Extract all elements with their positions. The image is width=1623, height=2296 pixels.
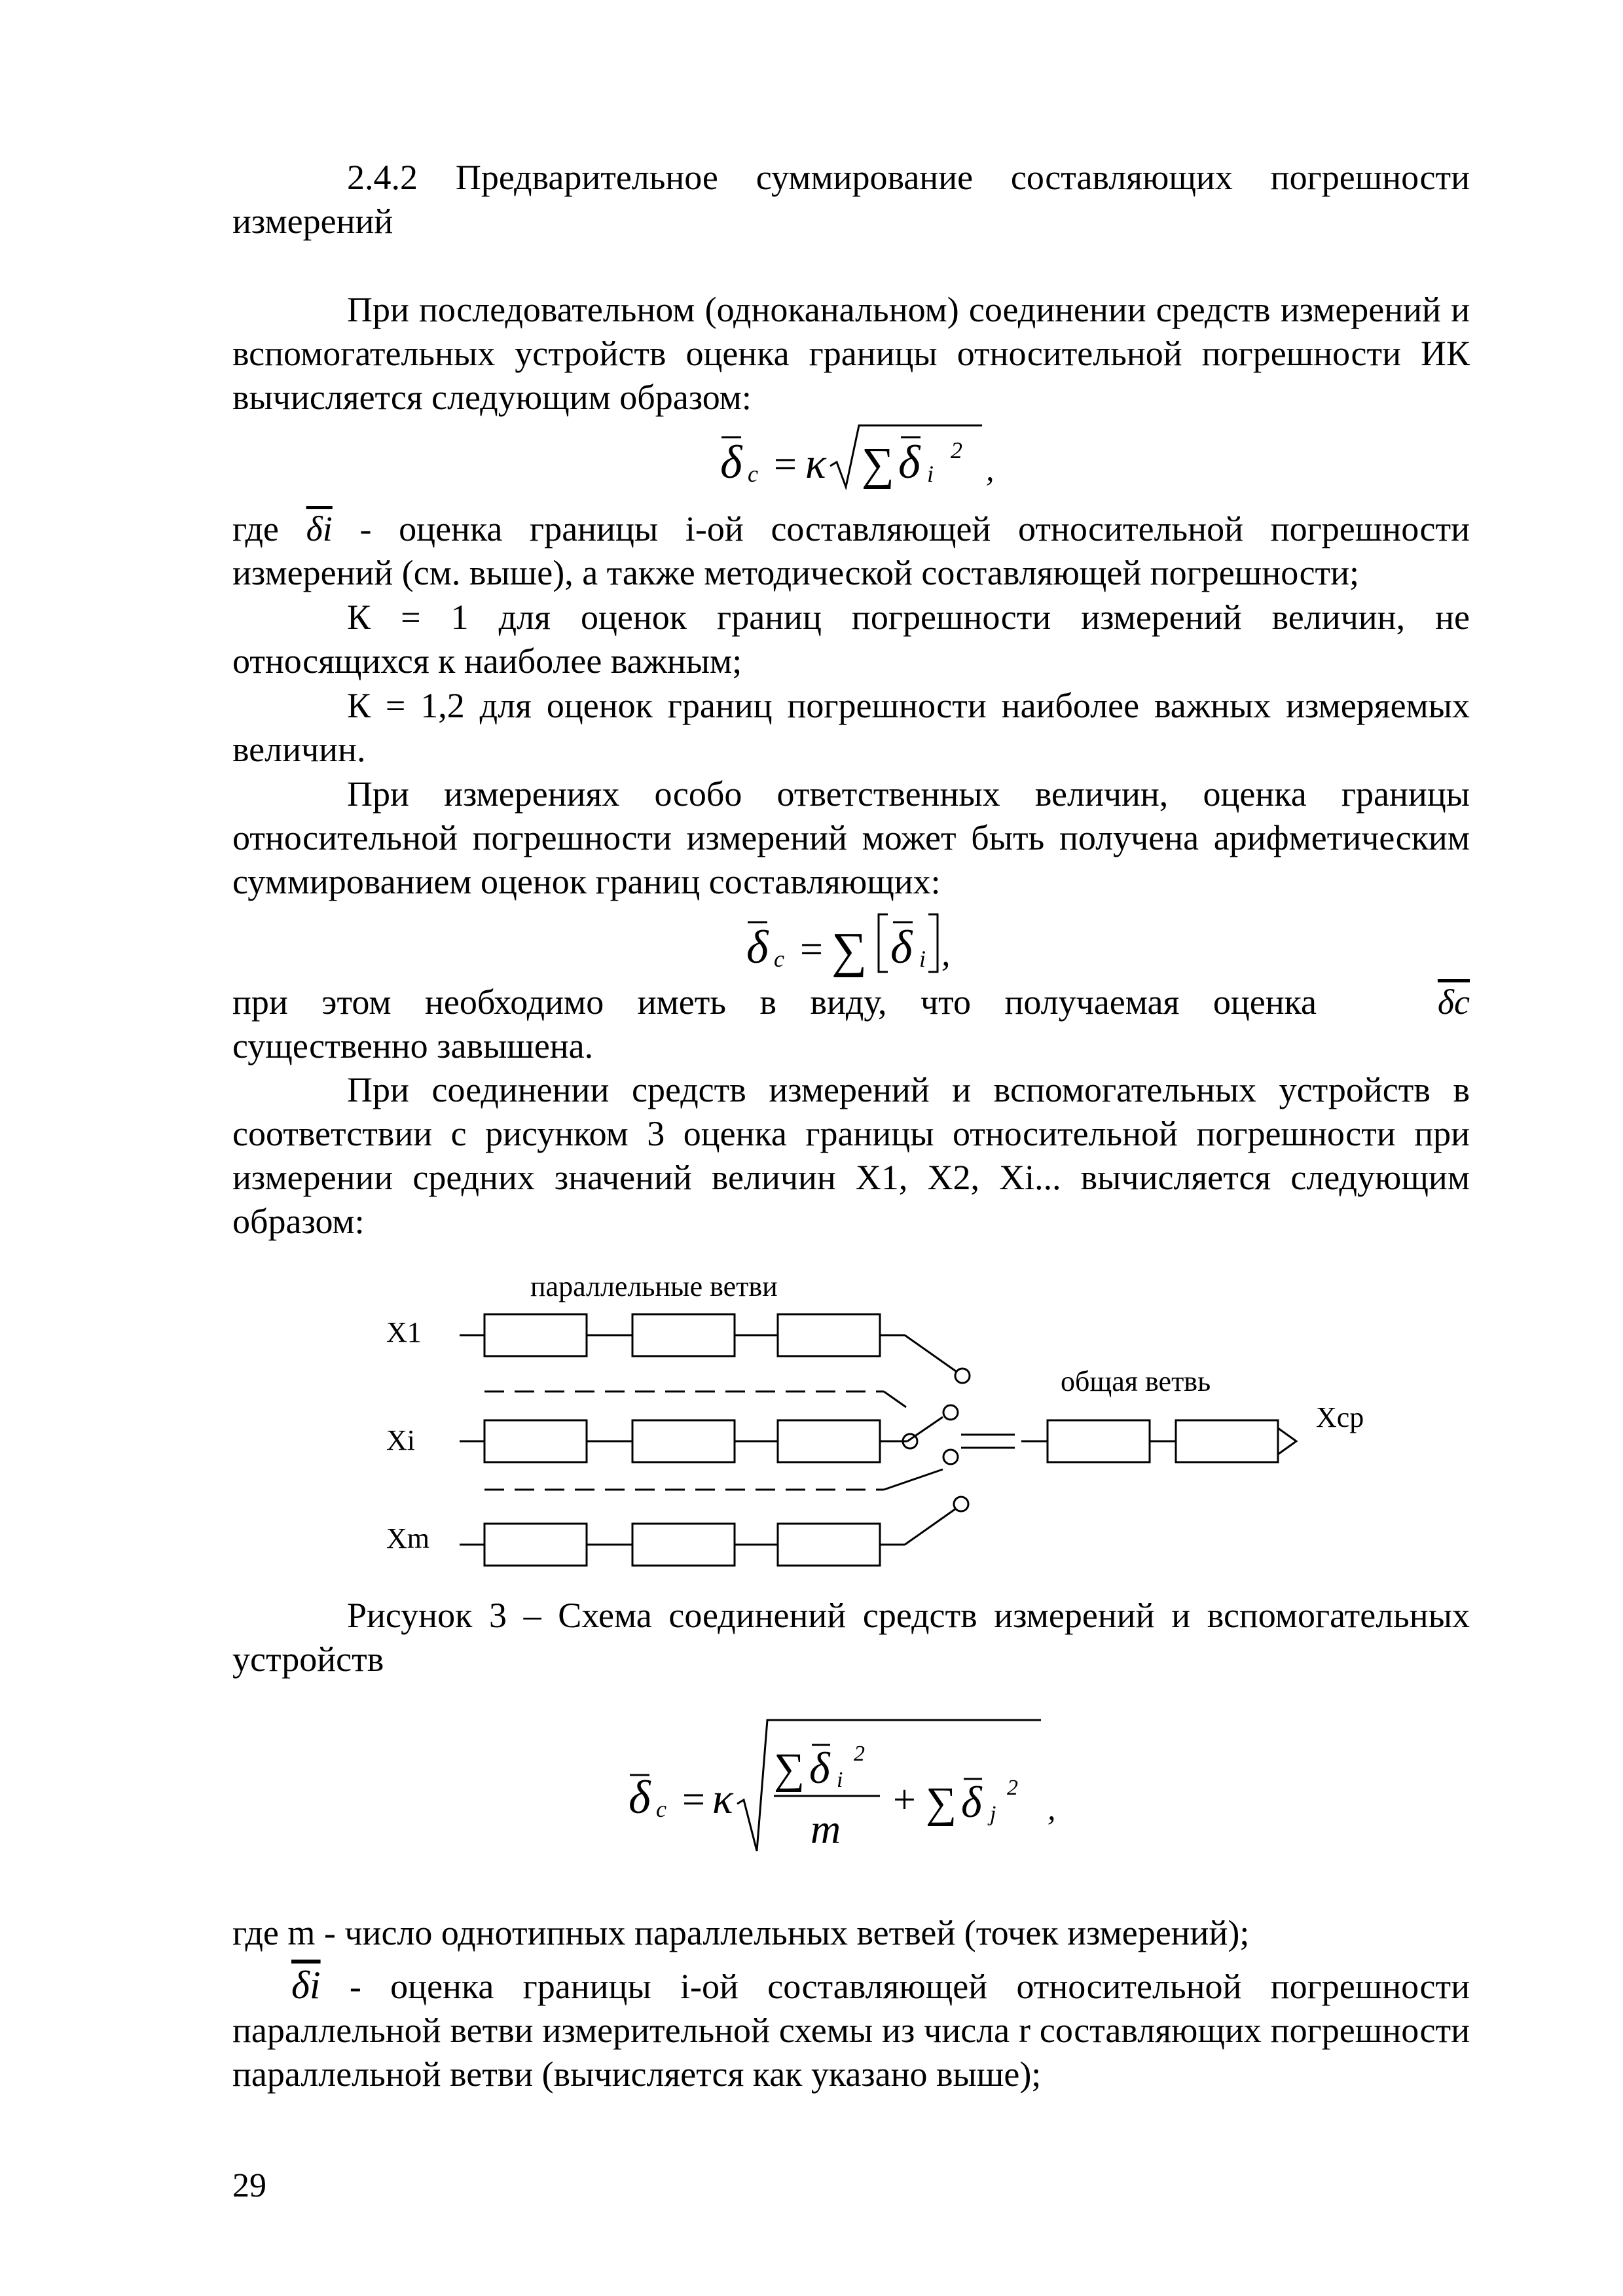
paragraph-overestimated: при этом необходимо иметь в виду, что получаемая оценка $\overline{\delta c}$ существенно завышена. [232, 982, 1470, 1066]
svg-text:c: c [656, 1796, 666, 1822]
svg-text:2: 2 [854, 1742, 865, 1766]
svg-text:∑: ∑ [774, 1745, 805, 1793]
k-equals-1: К = 1 для оценок границ погрешности измерений величин, не относящихся к наиболее важным; [232, 598, 1470, 681]
connection-diagram [367, 1257, 1414, 1577]
svg-text:δ: δ [746, 921, 769, 973]
paragraph-figure-ref: При соединении средств измерений и вспомогательных устройств в соответствии с рисунком 3 оценка границы относительной погрешности при измерении средних значений величин X1, X2, Xi... вычисляется следующим образом: [232, 1070, 1470, 1241]
formula-2 [733, 906, 1008, 978]
svg-text:+: + [890, 1778, 918, 1822]
diagram-graphic [367, 1257, 1414, 1577]
section-title: 2.4.2 Предварительное суммирование составляющих погрешности измерений [232, 158, 1470, 241]
paragraph-arithmetic: При измерениях особо ответственных величин, оценка границы относительной погрешности измерений может быть получена арифметическим суммированием оценок границ составляющих: [232, 774, 1470, 901]
svg-text:κ: κ [712, 1775, 733, 1823]
formula-1 [707, 419, 1074, 491]
svg-text:∑: ∑ [862, 439, 894, 490]
label-xi: Xi [386, 1424, 415, 1456]
label-x1: X1 [386, 1316, 422, 1348]
label-xm: Xm [386, 1522, 429, 1554]
svg-text:2: 2 [1007, 1776, 1018, 1800]
formula-3 [615, 1715, 1113, 1859]
svg-text:∑: ∑ [831, 923, 867, 978]
svg-text:δ: δ [720, 436, 742, 488]
svg-text:i: i [927, 461, 934, 487]
svg-text:2: 2 [951, 437, 962, 463]
svg-text:i: i [837, 1768, 843, 1792]
svg-text:j: j [990, 1802, 996, 1826]
svg-text:κ: κ [805, 440, 826, 488]
svg-text:=: = [680, 1778, 707, 1822]
formula-3-graphic [615, 1715, 1113, 1859]
svg-text:i: i [919, 946, 926, 972]
svg-text:,: , [941, 934, 951, 973]
svg-text:c: c [748, 461, 758, 487]
svg-text:δ: δ [890, 921, 913, 973]
label-parallel-branches: параллельные ветви [530, 1270, 778, 1302]
svg-text:δ: δ [629, 1771, 651, 1823]
svg-text:=: = [771, 442, 799, 487]
formula-1-graphic [707, 419, 1074, 491]
page-number: 29 [232, 2167, 266, 2204]
svg-text:=: = [797, 927, 825, 972]
svg-text:δ: δ [898, 436, 921, 488]
svg-text:δ: δ [961, 1777, 982, 1827]
where-m: где m - число однотипных параллельных ветвей (точек измерений); [232, 1913, 1250, 1952]
k-equals-1-2: К = 1,2 для оценок границ погрешности наиболее важных измеряемых величин. [232, 686, 1470, 769]
svg-text:m: m [811, 1806, 841, 1852]
svg-text:∑: ∑ [926, 1779, 957, 1827]
formula-2-graphic [733, 906, 1008, 978]
svg-text:c: c [774, 946, 784, 972]
figure-caption: Рисунок 3 – Схема соединений средств измерений и вспомогательных устройств [232, 1596, 1470, 1679]
svg-text:,: , [986, 451, 994, 488]
svg-text:δ: δ [809, 1743, 830, 1793]
where-delta-i: где $\overline{\delta i}$ - оценка границы i-ой составляющей относительной погрешности измерений (см. выше), а также методической составляющей погрешности; [232, 509, 1470, 592]
where-delta-i-parallel: $\overline{\delta i}$ - оценка границы i-ой составляющей относительной погрешности параллельной ветви измерительной схемы из числа r составляющих погрешности параллельной ветви (вычисляется как указано выше); [232, 1964, 1470, 2094]
label-common-branch: общая ветвь [1061, 1365, 1211, 1397]
svg-text:,: , [1048, 1790, 1056, 1827]
label-xcp: Xср [1316, 1401, 1364, 1433]
paragraph-intro: При последовательном (одноканальном) соединении средств измерений и вспомогательных устройств оценка границы относительной погрешности ИК вычисляется следующим образом: [232, 290, 1470, 417]
